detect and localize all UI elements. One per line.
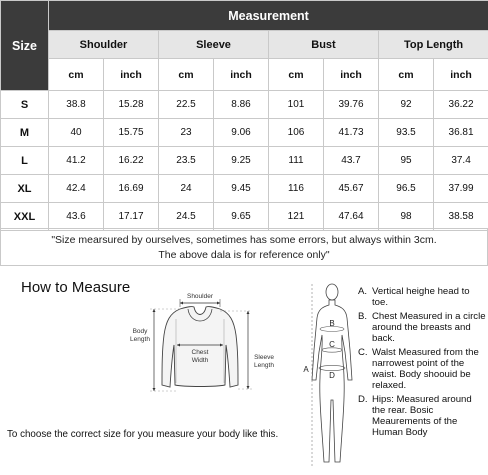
table-cell: 45.67	[324, 175, 379, 203]
shirt-measurement-diagram	[120, 287, 280, 412]
figure-head	[326, 284, 338, 300]
step-text: Hips: Measured around the rear. Bosic Meaurements of the Human Body	[372, 394, 472, 438]
shirt-diagram-svg	[120, 287, 280, 412]
table-cell: 8.86	[214, 91, 269, 119]
table-cell: 9.25	[214, 147, 269, 175]
figure-label-c: C	[329, 340, 335, 349]
body-label: Body	[132, 328, 148, 335]
table-cell: 43.7	[324, 147, 379, 175]
unit-header: inch	[104, 59, 159, 91]
body-figure-svg	[298, 280, 358, 470]
table-cell: 16.69	[104, 175, 159, 203]
sleeve-label: Sleeve	[254, 354, 274, 361]
unit-header: cm	[269, 59, 324, 91]
step-key: C.	[358, 347, 368, 358]
table-cell: 36.81	[434, 119, 488, 147]
table-cell: 96.5	[379, 175, 434, 203]
table-cell: 23.5	[159, 147, 214, 175]
sleeve-length-label: Length	[254, 362, 274, 369]
width-label: Width	[191, 357, 209, 364]
step-text: Vertical heighe head to toe.	[372, 286, 470, 308]
unit-header: cm	[159, 59, 214, 91]
measure-steps-list	[358, 286, 486, 441]
table-cell: 24	[159, 175, 214, 203]
size-label: L	[1, 147, 49, 175]
step-key: D.	[358, 394, 368, 405]
table-row	[1, 91, 488, 119]
group-header-sleeve: Sleeve	[159, 31, 269, 59]
table-cell: 98	[379, 203, 434, 231]
unit-header: inch	[324, 59, 379, 91]
table-cell: 41.2	[49, 147, 104, 175]
table-cell: 36.22	[434, 91, 488, 119]
measure-caption: To choose the correct size for you measure your body like this.	[7, 429, 279, 440]
group-header-bust: Bust	[269, 31, 379, 59]
unit-header: cm	[379, 59, 434, 91]
size-label: XL	[1, 175, 49, 203]
shoulder-label: Shoulder	[186, 293, 214, 300]
size-label: M	[1, 119, 49, 147]
figure-label-a: A	[303, 365, 309, 374]
table-row	[1, 203, 488, 231]
body-length-label: Length	[130, 336, 150, 343]
table-cell: 16.22	[104, 147, 159, 175]
size-label: XXL	[1, 203, 49, 231]
unit-header: cm	[49, 59, 104, 91]
table-cell: 15.28	[104, 91, 159, 119]
arrow-head	[153, 388, 156, 391]
table-cell: 106	[269, 119, 324, 147]
unit-header: inch	[434, 59, 488, 91]
table-cell: 39.76	[324, 91, 379, 119]
table-cell: 37.4	[434, 147, 488, 175]
step-text: Walst Measured from the narrowest point of the waist. Body shoouid be relaxed.	[372, 347, 479, 391]
how-to-measure-title: How to Measure	[21, 279, 131, 296]
table-cell: 93.5	[379, 119, 434, 147]
table-cell: 17.17	[104, 203, 159, 231]
table-cell: 111	[269, 147, 324, 175]
table-cell: 23	[159, 119, 214, 147]
shirt-outline	[162, 307, 238, 387]
list-item	[358, 347, 486, 391]
list-item	[358, 394, 486, 438]
arrow-head	[180, 302, 183, 305]
group-header-top-length: Top Length	[379, 31, 488, 59]
group-header-shoulder: Shoulder	[49, 31, 159, 59]
body-figure-diagram	[298, 280, 358, 470]
arrow-head	[217, 302, 220, 305]
table-cell: 47.64	[324, 203, 379, 231]
table-row	[1, 147, 488, 175]
table-cell: 101	[269, 91, 324, 119]
table-cell: 42.4	[49, 175, 104, 203]
arrow-head	[247, 311, 250, 314]
size-column-header: Size	[1, 1, 49, 91]
table-cell: 9.45	[214, 175, 269, 203]
arrow-head	[247, 386, 250, 389]
table-row	[1, 119, 488, 147]
table-cell: 41.73	[324, 119, 379, 147]
table-cell: 22.5	[159, 91, 214, 119]
figure-label-b: B	[329, 319, 335, 328]
note-line: The above dala is for reference only"	[158, 249, 330, 261]
list-item	[358, 286, 486, 308]
table-cell: 38.58	[434, 203, 488, 231]
table-cell: 116	[269, 175, 324, 203]
table-cell: 92	[379, 91, 434, 119]
table-cell: 9.06	[214, 119, 269, 147]
arrow-head	[153, 309, 156, 312]
table-cell: 40	[49, 119, 104, 147]
figure-label-d: D	[329, 371, 335, 380]
table-cell: 95	[379, 147, 434, 175]
table-cell: 121	[269, 203, 324, 231]
list-item	[358, 311, 486, 344]
table-cell: 38.8	[49, 91, 104, 119]
table-row	[1, 175, 488, 203]
step-key: B.	[358, 311, 368, 322]
size-label: S	[1, 91, 49, 119]
note-line: "Size mearsured by ourselves, sometimes has some errors, but always within 3cm.	[51, 234, 437, 246]
hip-line	[319, 365, 345, 370]
table-cell: 15.75	[104, 119, 159, 147]
step-key: A.	[358, 286, 368, 297]
step-text: Chest Measured in a circle around the breasts and back.	[372, 311, 486, 344]
size-chart-table	[0, 0, 488, 231]
chest-label: Chest	[191, 349, 209, 356]
size-disclaimer-note	[0, 228, 488, 266]
table-cell: 9.65	[214, 203, 269, 231]
measurement-header: Measurement	[49, 1, 488, 31]
table-cell: 37.99	[434, 175, 488, 203]
unit-header: inch	[214, 59, 269, 91]
table-cell: 43.6	[49, 203, 104, 231]
table-cell: 24.5	[159, 203, 214, 231]
